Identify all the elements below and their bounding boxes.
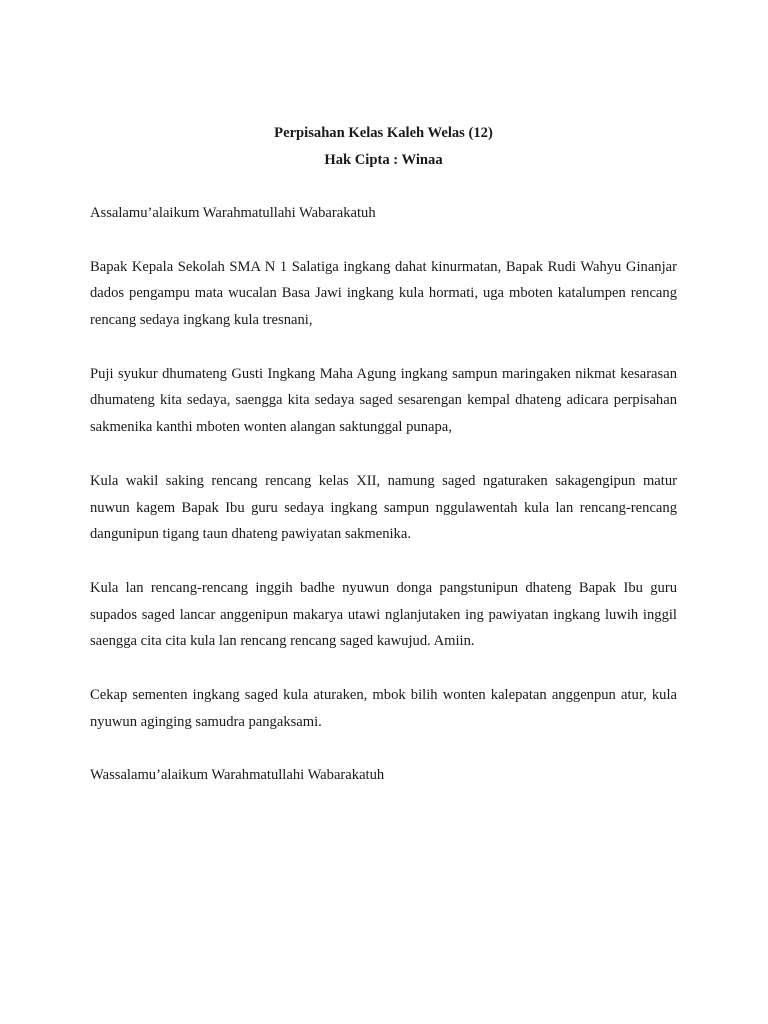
paragraph-farewell: Wassalamu’alaikum Warahmatullahi Wabarakatuh xyxy=(90,767,385,784)
document-body xyxy=(90,120,677,816)
paragraph-gratitude: Puji syukur dhumateng Gusti Ingkang Maha Agung ingkang sampun maringaken nikmat kesarasan dhumateng kita sedaya, saengga kita sedaya saged sesarengan kempal dhateng adicara perpisahan sakmenika kanthi mboten wonten alangan saktunggal punapa, xyxy=(90,365,677,436)
paragraph-thanks: Kula wakil saking rencang rencang kelas XII, namung saged ngaturaken sakagengipun matur nuwun kagem Bapak Ibu guru sedaya ingkang sampun nggulawentah kula lan rencang-rencang dangunipun tigang taun dhateng pawiyatan sakmenika. xyxy=(90,472,677,543)
paragraph-closing: Cekap sementen ingkang saged kula aturaken, mbok bilih wonten kalepatan anggenpun atur, kula nyuwun aginging samudra pangaksami. xyxy=(90,687,677,730)
paragraph-salutation: Bapak Kepala Sekolah SMA N 1 Salatiga ingkang dahat kinurmatan, Bapak Rudi Wahyu Ginanjar dados pengampu mata wucalan Basa Jawi ingkang kula hormati, uga mboten katalumpen rencang rencang sedaya ingkang kula tresnani, xyxy=(90,258,677,329)
document-title: Perpisahan Kelas Kaleh Welas (12) xyxy=(274,125,493,141)
paragraph-greeting: Assalamu’alaikum Warahmatullahi Wabarakatuh xyxy=(90,204,376,221)
paragraph-prayer: Kula lan rencang-rencang inggih badhe nyuwun donga pangstunipun dhateng Bapak Ibu guru supados saged lancar anggenipun makarya utawi nglanjutaken ing pawiyatan ingkang luwih inggil saengga cita cita kula lan rencang rencang saged kawujud. Amiin. xyxy=(90,579,677,650)
document-subtitle: Hak Cipta : Winaa xyxy=(324,151,443,168)
